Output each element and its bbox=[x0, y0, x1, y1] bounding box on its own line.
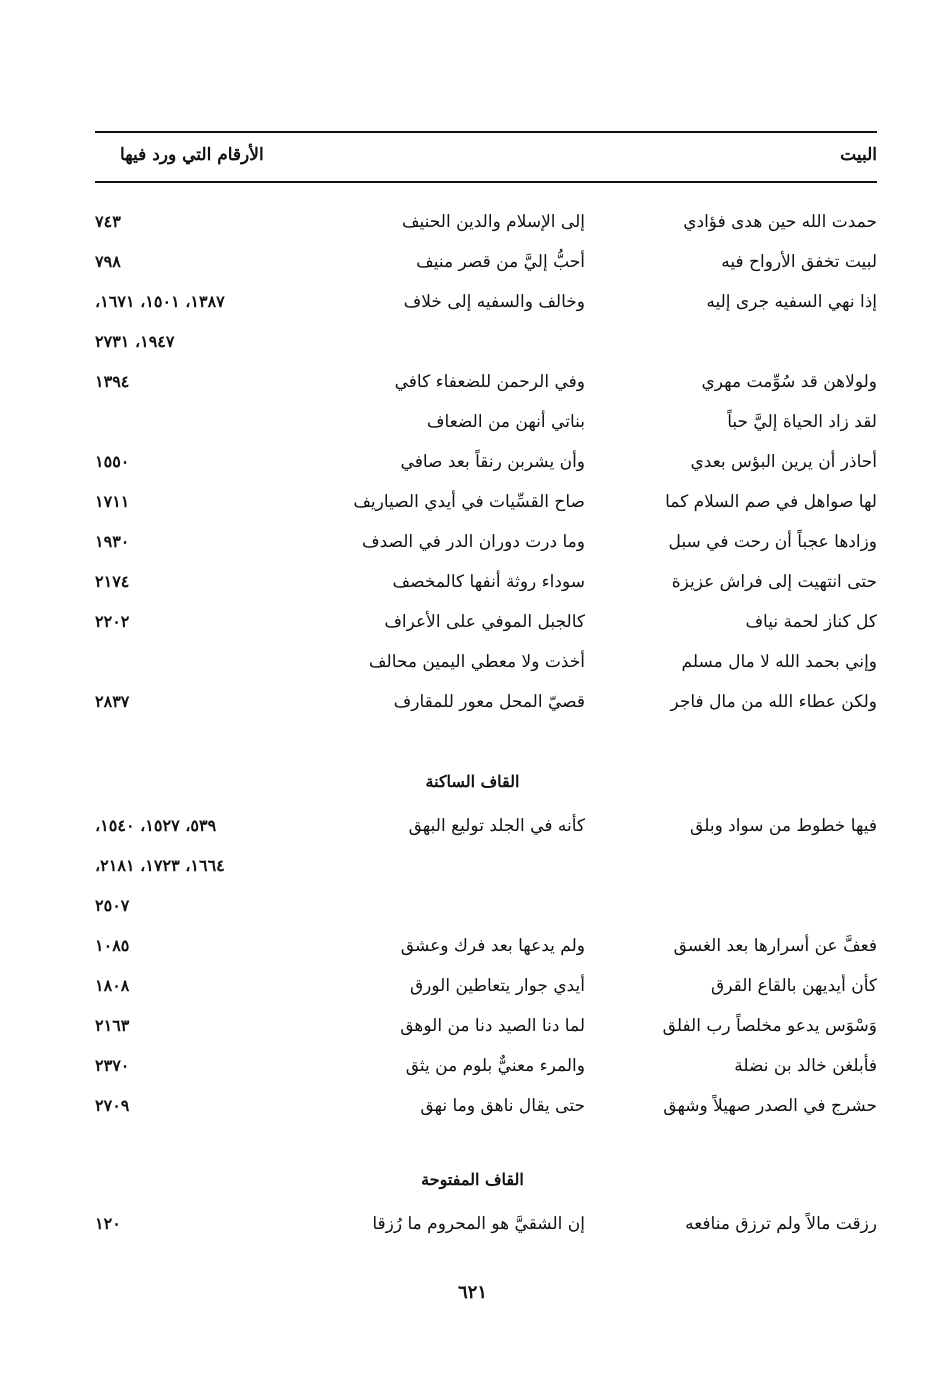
verse-first-hemistich: رزقت مالاً ولم ترزق منافعه bbox=[685, 1214, 877, 1234]
reference-numbers: ١٣٨٧، ١٥٠١، ١٦٧١، bbox=[95, 292, 225, 311]
verse-first-hemistich: وَسْوَس يدعو مخلصاً رب الفلق bbox=[662, 1016, 877, 1036]
verse-second-hemistich: سوداء روثة أنفها كالمخصف bbox=[392, 572, 585, 592]
numbers-column-header: الأرقام التي ورد فيها bbox=[120, 145, 264, 165]
verse-second-hemistich: حتى يقال ناهق وما نهق bbox=[420, 1096, 585, 1116]
reference-numbers: ٧٩٨ bbox=[95, 252, 121, 271]
verse-first-hemistich: كأن أيديهن بالقاع القرق bbox=[711, 976, 877, 996]
verse-row bbox=[0, 207, 945, 237]
verse-row bbox=[0, 367, 945, 397]
verse-row bbox=[0, 851, 945, 881]
verse-first-hemistich: حمدت الله حين هدى فؤادي bbox=[683, 212, 877, 232]
reference-numbers: ١٧١١ bbox=[95, 492, 130, 511]
verse-row bbox=[0, 1011, 945, 1041]
reference-numbers: ٧٤٣ bbox=[95, 212, 121, 231]
verse-first-hemistich: فأبلغن خالد بن نضلة bbox=[734, 1056, 877, 1076]
verse-first-hemistich: إذا نهي السفيه جرى إليه bbox=[706, 292, 877, 312]
verse-first-hemistich: ولكن عطاء الله من مال فاجر bbox=[670, 692, 877, 712]
verse-first-hemistich: حشرج في الصدر صهيلاً وشهق bbox=[663, 1096, 877, 1116]
verse-first-hemistich: كل كناز لحمة نياف bbox=[745, 612, 877, 632]
verse-second-hemistich: إلى الإسلام والدين الحنيف bbox=[401, 212, 585, 232]
verse-row bbox=[0, 527, 945, 557]
reference-numbers: ٢٨٣٧ bbox=[95, 692, 130, 711]
verse-second-hemistich: إن الشقيَّ هو المحروم ما رُزقا bbox=[372, 1214, 585, 1234]
verse-second-hemistich: أحبُّ إليَّ من قصر منيف bbox=[416, 252, 585, 272]
top-rule bbox=[95, 131, 877, 133]
verse-column-header: البيت bbox=[840, 145, 877, 165]
verse-row bbox=[0, 567, 945, 597]
verse-second-hemistich: كالجبل الموفي على الأعراف bbox=[384, 612, 585, 632]
verse-row bbox=[0, 327, 945, 357]
verse-row bbox=[0, 811, 945, 841]
verse-first-hemistich: لبيت تخفق الأرواح فيه bbox=[721, 252, 877, 272]
verse-second-hemistich: والمرء معنيٌّ بلوم من يثق bbox=[405, 1056, 585, 1076]
verse-second-hemistich: ولم يدعها بعد فرك وعشق bbox=[400, 936, 585, 956]
verse-row bbox=[0, 1209, 945, 1239]
reference-numbers: ١٦٦٤، ١٧٢٣، ٢١٨١، bbox=[95, 856, 225, 875]
verse-row bbox=[0, 647, 945, 677]
verse-row bbox=[0, 247, 945, 277]
reference-numbers: ٢٢٠٢ bbox=[95, 612, 130, 631]
verse-second-hemistich: كأنه في الجلد توليع البهق bbox=[408, 816, 585, 836]
verse-row bbox=[0, 1051, 945, 1081]
reference-numbers: ٢٥٠٧ bbox=[95, 896, 130, 915]
verse-row bbox=[0, 687, 945, 717]
reference-numbers: ٢١٧٤ bbox=[95, 572, 130, 591]
verse-first-hemistich: فعفَّ عن أسرارها بعد الغسق bbox=[673, 936, 877, 956]
verse-row bbox=[0, 1091, 945, 1121]
verse-first-hemistich: حتى انتهيت إلى فراش عزيزة bbox=[671, 572, 877, 592]
verse-first-hemistich: ولولاهن قد سُوِّمت مهري bbox=[701, 372, 877, 392]
section-title-sakina: القاف الساكنة bbox=[425, 772, 520, 791]
reference-numbers: ٢٣٧٠ bbox=[95, 1056, 130, 1075]
verse-second-hemistich: وما درت دوران الدر في الصدف bbox=[361, 532, 585, 552]
reference-numbers: ١٩٣٠ bbox=[95, 532, 130, 551]
verse-first-hemistich: لها صواهل في صم السلام كما bbox=[665, 492, 877, 512]
verse-second-hemistich: أخذت ولا معطي اليمين محالف bbox=[368, 652, 585, 672]
verse-row bbox=[0, 931, 945, 961]
header-rule bbox=[95, 181, 877, 183]
reference-numbers: ١٣٩٤ bbox=[95, 372, 130, 391]
reference-numbers: ١٥٥٠ bbox=[95, 452, 130, 471]
verse-row bbox=[0, 891, 945, 921]
reference-numbers: ١٢٠ bbox=[95, 1214, 121, 1233]
reference-numbers: ٥٣٩، ١٥٢٧، ١٥٤٠، bbox=[95, 816, 217, 835]
verse-second-hemistich: وخالف والسفيه إلى خلاف bbox=[403, 292, 585, 312]
section-title-maftuha: القاف المفتوحة bbox=[421, 1170, 524, 1189]
page-number: ٦٢١ bbox=[457, 1282, 487, 1303]
reference-numbers: ٢١٦٣ bbox=[95, 1016, 130, 1035]
verse-second-hemistich: أيدي جوار يتعاطين الورق bbox=[409, 976, 585, 996]
verse-row bbox=[0, 287, 945, 317]
reference-numbers: ١٨٠٨ bbox=[95, 976, 130, 995]
verse-second-hemistich: صاح القسِّيات في أيدي الصياريف bbox=[353, 492, 585, 512]
verse-second-hemistich: قصيّ المحل معور للمقارف bbox=[393, 692, 585, 712]
verse-row bbox=[0, 407, 945, 437]
verse-second-hemistich: بناتي أنهن من الضعاف bbox=[426, 412, 585, 432]
reference-numbers: ٢٧٠٩ bbox=[95, 1096, 130, 1115]
verse-first-hemistich: فيها خطوط من سواد وبلق bbox=[690, 816, 877, 836]
verse-row bbox=[0, 487, 945, 517]
verse-second-hemistich: وأن يشربن رنقاً بعد صافي bbox=[400, 452, 585, 472]
reference-numbers: ١٠٨٥ bbox=[95, 936, 130, 955]
verse-first-hemistich: وزادها عجباً أن رحت في سبل bbox=[668, 532, 877, 552]
verse-first-hemistich: أحاذر أن يرين البؤس بعدي bbox=[690, 452, 877, 472]
verse-row bbox=[0, 971, 945, 1001]
verse-row bbox=[0, 607, 945, 637]
verse-first-hemistich: وإني بحمد الله لا مال مسلم bbox=[681, 652, 877, 672]
reference-numbers: ١٩٤٧، ٢٧٣١ bbox=[95, 332, 175, 351]
verse-row bbox=[0, 447, 945, 477]
verse-second-hemistich: وفي الرحمن للضعفاء كافي bbox=[394, 372, 585, 392]
verse-second-hemistich: لما دنا الصيد دنا من الوهق bbox=[400, 1016, 585, 1036]
verse-first-hemistich: لقد زاد الحياة إليَّ حباً bbox=[727, 412, 877, 432]
